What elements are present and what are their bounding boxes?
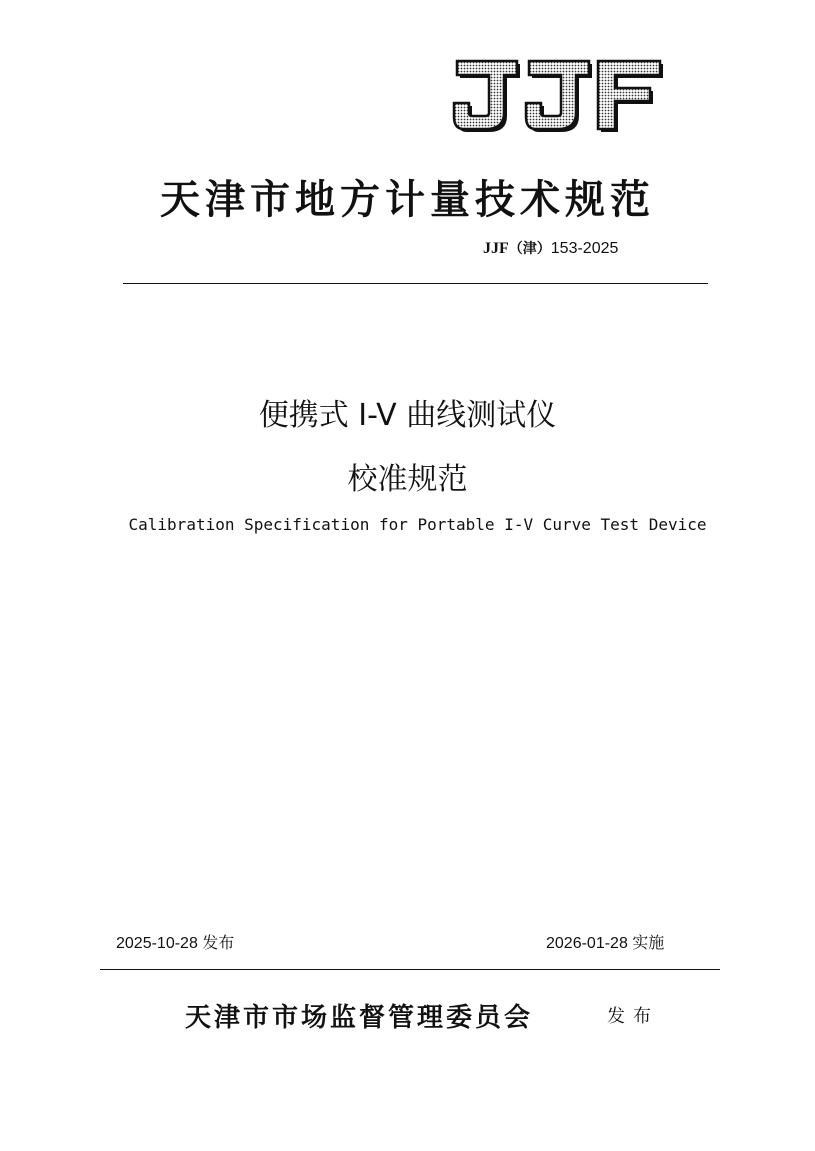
standard-code: 153-2025 xyxy=(550,240,619,257)
publisher-name: 天津市市场监督管理委员会 xyxy=(185,1003,534,1033)
top-divider xyxy=(123,283,708,284)
document-title-english: Calibration Specification for Portable I-V Curve Test Device xyxy=(128,515,707,534)
jjf-logo xyxy=(450,58,668,132)
publish-label: 发布 xyxy=(607,1006,659,1027)
agency-title: 天津市地方计量技术规范 xyxy=(160,176,655,223)
standard-prefix: JJF xyxy=(483,240,509,257)
standard-region: （津） xyxy=(508,241,551,257)
standard-number xyxy=(483,238,618,258)
issue-date: 2025-10-28 发布 xyxy=(116,935,235,952)
implementation-date: 2026-01-28 实施 xyxy=(546,935,665,952)
document-title-line2: 校准规范 xyxy=(347,462,468,497)
document-title-line1: 便携式 I-V 曲线测试仪 xyxy=(258,398,557,433)
bottom-divider xyxy=(100,969,720,970)
